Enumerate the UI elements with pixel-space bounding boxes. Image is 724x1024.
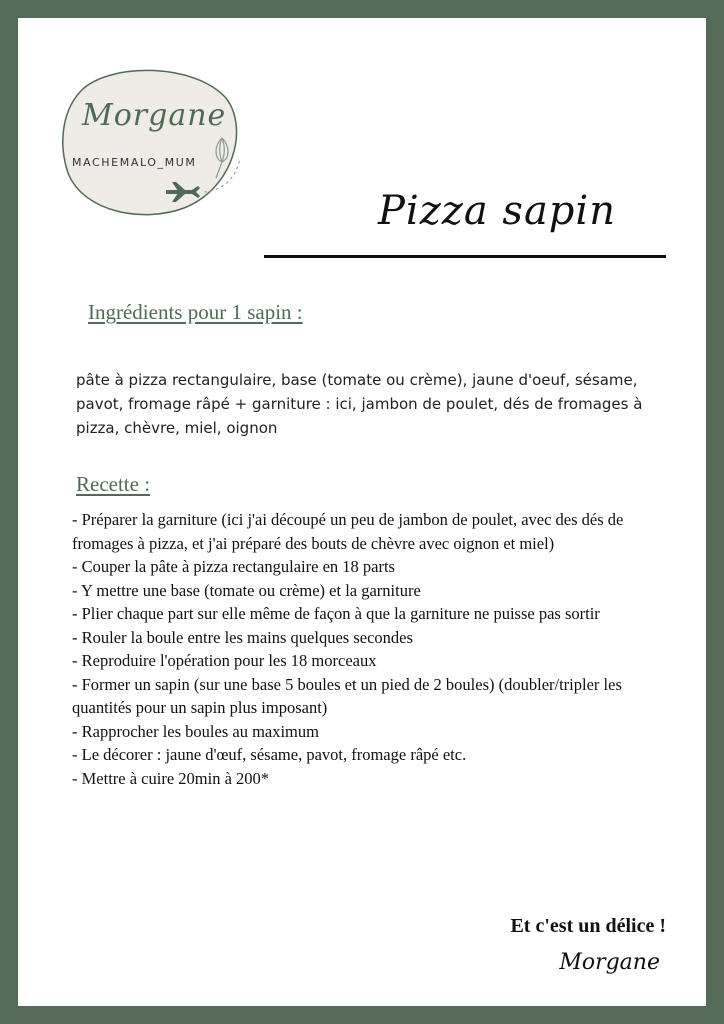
recipe-step: - Préparer la garniture (ici j'ai découpé un peu de jambon de poulet, avec des dés de fromages à pizza, et j'ai préparé des bouts de chèvre avec oignon et miel) <box>72 510 624 553</box>
closing-remark: Et c'est un délice ! <box>510 915 666 937</box>
recipe-title: Pizza sapin <box>378 188 616 234</box>
logo-script-text: Morgane <box>82 98 227 133</box>
logo-handle-text: MACHEMALO_MUM <box>72 156 197 169</box>
recipe-step: - Rapprocher les boules au maximum <box>72 721 319 741</box>
recipe-step: - Rouler la boule entre les mains quelques secondes <box>72 627 413 647</box>
recipe-step: - Former un sapin (sur une base 5 boules et un pied de 2 boules) (doubler/tripler les quantités pour un sapin plus imposant) <box>72 674 622 717</box>
recipe-steps <box>72 508 672 790</box>
logo-blob-shape <box>54 58 244 223</box>
recipe-heading: Recette : <box>76 472 151 496</box>
recipe-step: - Reproduire l'opération pour les 18 morceaux <box>72 651 377 670</box>
ingredients-heading: Ingrédients pour 1 sapin : <box>88 300 303 324</box>
recipe-page <box>18 18 706 1006</box>
ingredients-text: pâte à pizza rectangulaire, base (tomate ou crème), jaune d'oeuf, sésame, pavot, fromage râpé + garniture : ici, jambon de poulet, dés de fromages à pizza, chèvre, miel, oignon <box>76 371 643 437</box>
recipe-step: - Mettre à cuire 20min à 200* <box>72 768 270 788</box>
brand-logo <box>54 58 244 223</box>
recipe-step: - Couper la pâte à pizza rectangulaire en 18 parts <box>72 557 395 576</box>
title-underline <box>264 255 666 258</box>
recipe-step: - Plier chaque part sur elle même de façon à que la garniture ne puisse pas sortir <box>72 604 600 623</box>
signature: Morgane <box>559 950 660 975</box>
recipe-step: - Y mettre une base (tomate ou crème) et la garniture <box>72 580 421 600</box>
recipe-step: - Le décorer : jaune d'œuf, sésame, pavot, fromage râpé etc. <box>72 745 467 764</box>
